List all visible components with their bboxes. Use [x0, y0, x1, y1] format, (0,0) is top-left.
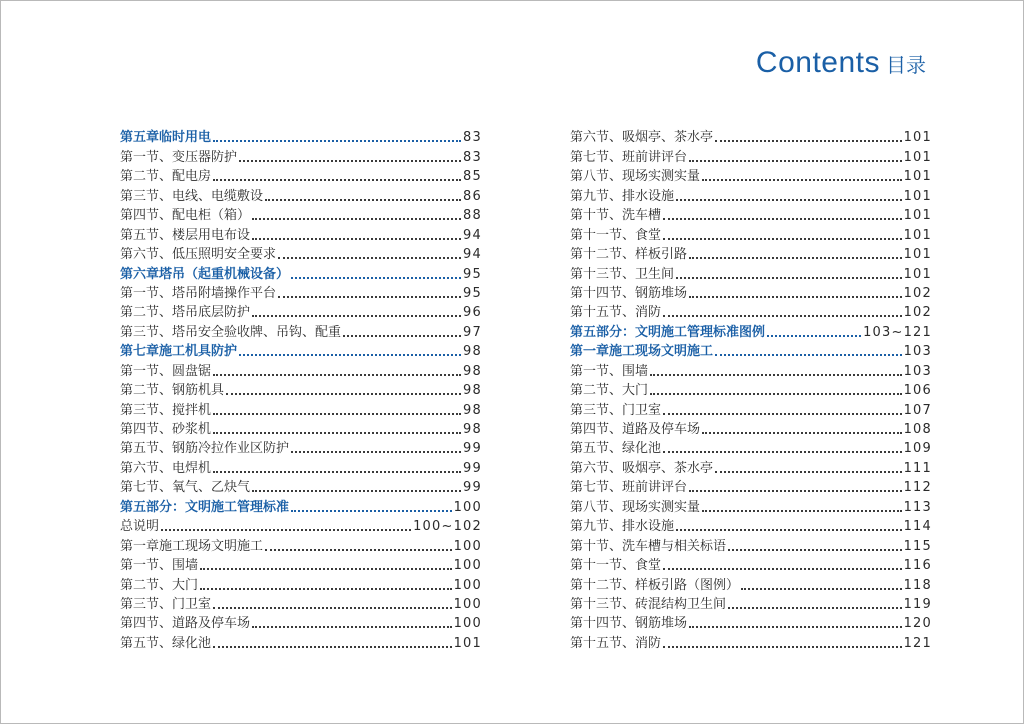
toc-entry-label: 第八节、现场实测实量: [570, 169, 701, 185]
toc-entry-label: 第六节、吸烟亭、茶水亭: [570, 130, 714, 146]
toc-entry-label: 第六节、低压照明安全要求: [120, 247, 277, 263]
toc-entry-page: 115: [903, 538, 932, 554]
dot-leader: [213, 374, 461, 376]
toc-entry-label: 第五部分：文明施工管理标准图例: [570, 324, 766, 340]
dot-leader: [650, 374, 902, 376]
dot-leader: [252, 218, 461, 220]
dot-leader: [291, 277, 461, 279]
toc-entry[interactable]: [120, 437, 482, 456]
toc-entry[interactable]: [120, 243, 482, 262]
toc-entry-label: 第四节、砂浆机: [120, 422, 212, 437]
dot-leader: [676, 529, 902, 531]
toc-entry[interactable]: [570, 554, 932, 573]
dot-leader: [650, 393, 902, 395]
toc-entry-page: 83: [463, 149, 482, 165]
toc-entry[interactable]: [120, 554, 482, 573]
toc-entry-page: 121: [903, 635, 932, 651]
toc-entry-page: 100: [453, 596, 482, 612]
toc-entry-page: 99: [463, 460, 482, 476]
dot-leader: [715, 471, 902, 473]
toc-entry-page: 96: [463, 305, 482, 321]
toc-entry-page: 101: [903, 188, 932, 204]
toc-entry[interactable]: [570, 573, 932, 592]
toc-heading-entry[interactable]: [120, 495, 482, 514]
toc-entry-label: 第二节、大门: [570, 383, 649, 399]
toc-entry-page: 98: [463, 363, 482, 379]
toc-entry[interactable]: [120, 515, 482, 534]
toc-heading-entry[interactable]: [120, 126, 482, 145]
toc-entry-label: 第七节、氧气、乙炔气: [120, 480, 251, 496]
toc-entry[interactable]: [570, 515, 932, 534]
toc-entry-page: 101: [453, 635, 482, 651]
toc-entry-label: 第二节、配电房: [120, 169, 212, 185]
dot-leader: [252, 626, 452, 628]
toc-entry-label: 第十五节、消防: [570, 305, 662, 321]
toc-entry-label: 第五节、楼层用电布设: [120, 227, 251, 243]
toc-entry-label: 第七节、班前讲评台: [570, 480, 688, 496]
dot-leader: [252, 490, 461, 492]
toc-entry-page: 118: [903, 577, 932, 593]
toc-entry-page: 98: [463, 422, 482, 437]
toc-entry-page: 108: [903, 422, 932, 437]
toc-entry[interactable]: [120, 418, 482, 437]
toc-entry-label: 第三节、门卫室: [120, 596, 212, 612]
toc-entry-label: 第十节、洗车槽: [570, 208, 662, 224]
toc-entry-page: 101: [903, 169, 932, 185]
toc-entry[interactable]: [570, 165, 932, 184]
dot-leader: [689, 296, 902, 298]
toc-entry-label: 第十一节、食堂: [570, 558, 662, 574]
dot-leader: [200, 588, 452, 590]
dot-leader: [689, 626, 902, 628]
toc-entry-page: 103: [903, 363, 932, 379]
dot-leader: [278, 296, 461, 298]
toc-entry-page: 111: [903, 460, 932, 476]
dot-leader: [252, 315, 461, 317]
toc-entry-page: 101: [903, 247, 932, 263]
toc-heading-entry[interactable]: [120, 262, 482, 281]
dot-leader: [213, 432, 461, 434]
toc-entry[interactable]: [570, 204, 932, 223]
toc-entry[interactable]: [120, 320, 482, 339]
dot-leader: [252, 238, 461, 240]
toc-entry-page: 112: [903, 480, 932, 496]
dot-leader: [213, 179, 461, 181]
dot-leader: [265, 549, 452, 551]
toc-entry[interactable]: [120, 398, 482, 417]
toc-entry[interactable]: [120, 456, 482, 475]
toc-entry-page: 100: [453, 616, 482, 632]
dot-leader: [663, 451, 902, 453]
toc-entry[interactable]: [120, 184, 482, 203]
dot-leader: [291, 451, 461, 453]
toc-entry[interactable]: [120, 476, 482, 495]
toc-entry-label: 第一章施工现场文明施工: [120, 538, 264, 554]
toc-entry-label: 第五节、绿化池: [570, 441, 662, 457]
dot-leader: [741, 588, 902, 590]
dot-leader: [265, 199, 461, 201]
toc-heading-entry[interactable]: [570, 340, 932, 359]
toc-entry[interactable]: [570, 223, 932, 242]
toc-entry[interactable]: [570, 359, 932, 378]
toc-entry[interactable]: [120, 593, 482, 612]
toc-entry-page: 101: [903, 130, 932, 146]
toc-right-column: [570, 126, 932, 651]
toc-entry-page: 100: [453, 538, 482, 554]
toc-entry-label: 第十四节、钢筋堆场: [570, 285, 688, 301]
toc-entry-label: 第四节、道路及停车场: [120, 616, 251, 632]
toc-entry-label: 第八节、现场实测实量: [570, 499, 701, 515]
toc-entry[interactable]: [120, 359, 482, 378]
toc-entry-label: 第五节、绿化池: [120, 635, 212, 651]
toc-entry[interactable]: [570, 282, 932, 301]
toc-entry-page: 97: [463, 324, 482, 340]
dot-leader: [213, 646, 452, 648]
dot-leader: [702, 432, 902, 434]
dot-leader: [689, 490, 902, 492]
dot-leader: [278, 257, 461, 259]
toc-entry-page: 98: [463, 383, 482, 399]
dot-leader: [200, 568, 452, 570]
toc-entry-page: 100: [453, 499, 482, 515]
toc-entry-label: 第十三节、卫生间: [570, 266, 675, 282]
toc-entry-page: 94: [463, 247, 482, 263]
toc-entry-label: 第一节、变压器防护: [120, 149, 238, 165]
toc-entry[interactable]: [570, 476, 932, 495]
toc-entry-page: 120: [903, 616, 932, 632]
toc-entry[interactable]: [570, 126, 932, 145]
toc-entry[interactable]: [570, 593, 932, 612]
toc-entry-page: 103: [903, 344, 932, 360]
toc-entry[interactable]: [570, 262, 932, 281]
toc-entry-label: 第二节、大门: [120, 577, 199, 593]
toc-entry[interactable]: [570, 534, 932, 553]
toc-heading-entry[interactable]: [570, 320, 932, 339]
dot-leader: [663, 413, 902, 415]
toc-entry[interactable]: [570, 456, 932, 475]
dot-leader: [663, 218, 902, 220]
toc-entry-page: 101: [903, 208, 932, 224]
toc-entry-page: 85: [463, 169, 482, 185]
toc-entry-page: 99: [463, 441, 482, 457]
toc-entry-label: 第十二节、样板引路（图例）: [570, 577, 740, 593]
toc-entry-page: 119: [903, 596, 932, 612]
toc-entry-label: 第一节、圆盘锯: [120, 363, 212, 379]
toc-entry-label: 第六章塔吊（起重机械设备）: [120, 266, 290, 282]
toc-entry-page: 116: [903, 558, 932, 574]
toc-entry-page: 99: [463, 480, 482, 496]
dot-leader: [239, 160, 461, 162]
dot-leader: [213, 413, 461, 415]
toc-entry-page: 88: [463, 208, 482, 224]
dot-leader: [689, 257, 902, 259]
toc-entry-label: 第十一节、食堂: [570, 227, 662, 243]
toc-entry-label: 第四节、配电柜（箱）: [120, 208, 251, 224]
toc-entry[interactable]: [120, 145, 482, 164]
toc-entry-label: 第十五节、消防: [570, 635, 662, 651]
toc-entry[interactable]: [570, 398, 932, 417]
toc-entry-label: 第五部分：文明施工管理标准: [120, 499, 290, 515]
toc-entry-label: 第一节、围墙: [570, 363, 649, 379]
toc-entry[interactable]: [120, 631, 482, 650]
toc-entry[interactable]: [570, 243, 932, 262]
toc-entry-label: 第十节、洗车槽与相关标语: [570, 538, 727, 554]
toc-entry[interactable]: [570, 612, 932, 631]
toc-entry-label: 第五节、钢筋冷拉作业区防护: [120, 441, 290, 457]
toc-entry-page: 100~102: [413, 519, 482, 535]
toc-entry-page: 100: [453, 558, 482, 574]
toc-entry-label: 第十三节、砖混结构卫生间: [570, 596, 727, 612]
dot-leader: [213, 471, 461, 473]
toc-entry[interactable]: [120, 204, 482, 223]
toc-entry-label: 第三节、电线、电缆敷设: [120, 188, 264, 204]
toc-entry[interactable]: [570, 418, 932, 437]
dot-leader: [291, 510, 452, 512]
toc-entry-page: 114: [903, 519, 932, 535]
toc-left-column: [120, 126, 482, 651]
toc-entry-page: 106: [903, 383, 932, 399]
toc-entry-label: 第一节、围墙: [120, 558, 199, 574]
toc-entry-page: 101: [903, 227, 932, 243]
toc-entry-label: 第五章临时用电: [120, 130, 212, 146]
toc-entry-page: 83: [463, 130, 482, 146]
toc-entry[interactable]: [570, 631, 932, 650]
toc-entry-page: 95: [463, 266, 482, 282]
toc-entry-label: 第二节、钢筋机具: [120, 383, 225, 399]
toc-entry[interactable]: [120, 379, 482, 398]
dot-leader: [676, 199, 902, 201]
toc-entry-page: 101: [903, 266, 932, 282]
toc-entry-label: 第七节、班前讲评台: [570, 149, 688, 165]
toc-entry-page: 100: [453, 577, 482, 593]
toc-entry-label: 第七章施工机具防护: [120, 344, 238, 360]
contents-header: [756, 46, 926, 80]
toc-entry-page: 95: [463, 285, 482, 301]
dot-leader: [728, 607, 902, 609]
toc-entry[interactable]: [570, 145, 932, 164]
toc-entry-label: 第十四节、钢筋堆场: [570, 616, 688, 632]
dot-leader: [715, 354, 902, 356]
toc-entry-label: 第三节、搅拌机: [120, 402, 212, 418]
toc-entry[interactable]: [120, 223, 482, 242]
dot-leader: [676, 277, 902, 279]
toc-entry[interactable]: [120, 301, 482, 320]
dot-leader: [689, 160, 902, 162]
toc-entry[interactable]: [120, 612, 482, 631]
toc-entry[interactable]: [120, 534, 482, 553]
dot-leader: [663, 315, 902, 317]
dot-leader: [715, 140, 902, 142]
toc-entry[interactable]: [570, 437, 932, 456]
toc-entry-label: 第一节、塔吊附墙操作平台: [120, 285, 277, 301]
toc-entry-label: 第一章施工现场文明施工: [570, 344, 714, 360]
toc-entry-page: 102: [903, 305, 932, 321]
toc-entry-label: 第六节、吸烟亭、茶水亭: [570, 460, 714, 476]
toc-entry-page: 98: [463, 402, 482, 418]
contents-title-en: Contents: [755, 46, 880, 79]
dot-leader: [161, 529, 411, 531]
toc-entry-page: 113: [903, 499, 932, 515]
toc-entry-label: 第九节、排水设施: [570, 188, 675, 204]
dot-leader: [343, 335, 461, 337]
dot-leader: [767, 335, 861, 337]
toc-entry-page: 94: [463, 227, 482, 243]
toc-entry-label: 第十二节、样板引路: [570, 247, 688, 263]
dot-leader: [728, 549, 902, 551]
dot-leader: [213, 140, 461, 142]
toc-entry-page: 101: [903, 149, 932, 165]
toc-entry[interactable]: [570, 301, 932, 320]
dot-leader: [702, 510, 902, 512]
toc-entry-page: 98: [463, 344, 482, 360]
toc-entry-page: 109: [903, 441, 932, 457]
dot-leader: [663, 568, 902, 570]
toc-heading-entry[interactable]: [120, 340, 482, 359]
dot-leader: [226, 393, 461, 395]
toc-entry[interactable]: [120, 165, 482, 184]
toc-entry[interactable]: [570, 379, 932, 398]
toc-entry-page: 102: [903, 285, 932, 301]
contents-title-zh: 目录: [886, 53, 926, 77]
toc-entry-label: 第三节、门卫室: [570, 402, 662, 418]
toc-entry-label: 第九节、排水设施: [570, 519, 675, 535]
dot-leader: [239, 354, 461, 356]
dot-leader: [702, 179, 902, 181]
toc-entry-label: 第三节、塔吊安全验收牌、吊钩、配重: [120, 324, 342, 340]
toc-entry[interactable]: [120, 282, 482, 301]
toc-entry-label: 第四节、道路及停车场: [570, 422, 701, 437]
toc-entry-page: 107: [903, 402, 932, 418]
toc-entry-page: 86: [463, 188, 482, 204]
toc-entry-page: 103~121: [863, 324, 932, 340]
toc-entry-label: 总说明: [120, 519, 160, 535]
dot-leader: [213, 607, 452, 609]
dot-leader: [663, 238, 902, 240]
toc-entry[interactable]: [570, 184, 932, 203]
toc-entry-label: 第二节、塔吊底层防护: [120, 305, 251, 321]
toc-entry[interactable]: [570, 495, 932, 514]
toc-entry[interactable]: [120, 573, 482, 592]
toc-entry-label: 第六节、电焊机: [120, 460, 212, 476]
dot-leader: [663, 646, 902, 648]
